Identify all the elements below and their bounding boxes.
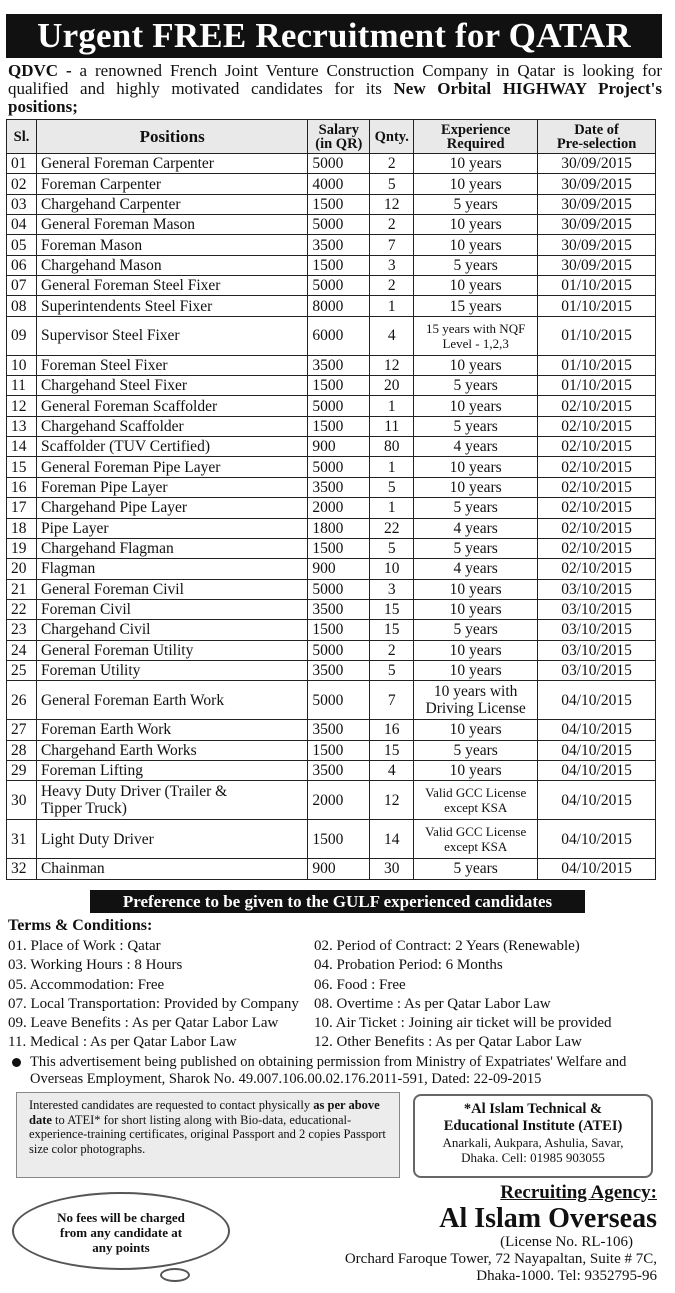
cell-position: Foreman Steel Fixer xyxy=(36,355,307,375)
table-row xyxy=(7,559,656,579)
cell-qty: 1 xyxy=(370,457,414,477)
cell-qty: 16 xyxy=(370,720,414,740)
cell-salary: 3500 xyxy=(308,477,370,497)
institute-address-1: Anarkali, Aukpara, Ashulia, Savar, xyxy=(442,1135,624,1150)
cell-experience: 5 years xyxy=(414,416,538,436)
recruiting-agency xyxy=(345,1182,657,1285)
cell-qty: 2 xyxy=(370,276,414,296)
cell-salary: 6000 xyxy=(308,316,370,355)
table-row xyxy=(7,235,656,255)
cell-experience: 15 years with NQF Level - 1,2,3 xyxy=(414,316,538,355)
header-qty: Qnty. xyxy=(370,120,414,154)
cell-position: Superintendents Steel Fixer xyxy=(36,296,307,316)
table-row xyxy=(7,396,656,416)
cell-salary: 2000 xyxy=(308,781,370,820)
cell-date: 02/10/2015 xyxy=(538,396,656,416)
cell-position: Supervisor Steel Fixer xyxy=(36,316,307,355)
cell-experience: 10 years xyxy=(414,235,538,255)
bullet-icon xyxy=(12,1058,21,1067)
cell-sl: 13 xyxy=(7,416,37,436)
cell-experience: 10 years xyxy=(414,599,538,619)
terms-title: Terms & Conditions: xyxy=(8,917,153,934)
cell-experience: 10 years xyxy=(414,215,538,235)
cell-sl: 26 xyxy=(7,681,37,720)
term-item: 01. Place of Work : Qatar xyxy=(8,938,161,954)
company-name: QDVC - xyxy=(8,61,72,80)
cell-sl: 16 xyxy=(7,477,37,497)
cell-salary: 2000 xyxy=(308,498,370,518)
table-row xyxy=(7,720,656,740)
cell-experience: Valid GCC License except KSA xyxy=(414,781,538,820)
cell-salary: 1500 xyxy=(308,620,370,640)
cell-date: 30/09/2015 xyxy=(538,154,656,174)
bubble-line-3: any points xyxy=(92,1240,150,1255)
cell-position: Scaffolder (TUV Certified) xyxy=(36,437,307,457)
term-item: 07. Local Transportation: Provided by Company xyxy=(8,995,299,1012)
cell-qty: 7 xyxy=(370,235,414,255)
cell-position: Chargehand Pipe Layer xyxy=(36,498,307,518)
cell-experience: 10 years xyxy=(414,174,538,194)
cell-qty: 15 xyxy=(370,620,414,640)
cell-position: Foreman Carpenter xyxy=(36,174,307,194)
cell-qty: 5 xyxy=(370,538,414,558)
cell-experience: 5 years xyxy=(414,376,538,396)
cell-position: Foreman Mason xyxy=(36,235,307,255)
cell-qty: 30 xyxy=(370,859,414,879)
cell-qty: 20 xyxy=(370,376,414,396)
cell-sl: 21 xyxy=(7,579,37,599)
cell-date: 30/09/2015 xyxy=(538,194,656,214)
no-fees-bubble xyxy=(12,1192,230,1270)
cell-experience: 10 years xyxy=(414,477,538,497)
cell-experience: 4 years xyxy=(414,518,538,538)
cell-qty: 7 xyxy=(370,681,414,720)
cell-sl: 32 xyxy=(7,859,37,879)
table-row xyxy=(7,416,656,436)
cell-date: 03/10/2015 xyxy=(538,640,656,660)
table-row xyxy=(7,760,656,780)
header-experience: Experience Required xyxy=(414,120,538,154)
table-row xyxy=(7,215,656,235)
cell-salary: 1500 xyxy=(308,538,370,558)
cell-sl: 15 xyxy=(7,457,37,477)
agency-license: (License No. RL-106) xyxy=(500,1234,633,1250)
cell-position: Flagman xyxy=(36,559,307,579)
cell-sl: 30 xyxy=(7,781,37,820)
cell-position: Foreman Pipe Layer xyxy=(36,477,307,497)
cell-position: General Foreman Carpenter xyxy=(36,154,307,174)
cell-salary: 5000 xyxy=(308,276,370,296)
cell-position: General Foreman Utility xyxy=(36,640,307,660)
cell-experience: 5 years xyxy=(414,620,538,640)
table-row xyxy=(7,498,656,518)
cell-salary: 3500 xyxy=(308,599,370,619)
cell-date: 04/10/2015 xyxy=(538,859,656,879)
table-row xyxy=(7,296,656,316)
term-item: 04. Probation Period: 6 Months xyxy=(314,957,503,974)
contact-instructions-box xyxy=(16,1092,400,1178)
cell-sl: 03 xyxy=(7,194,37,214)
header-date: Date of Pre-selection xyxy=(538,120,656,154)
cell-salary: 5000 xyxy=(308,457,370,477)
cell-position: Chargehand Flagman xyxy=(36,538,307,558)
cell-salary: 3500 xyxy=(308,720,370,740)
cell-sl: 22 xyxy=(7,599,37,619)
cell-position: Chargehand Mason xyxy=(36,255,307,275)
cell-sl: 28 xyxy=(7,740,37,760)
header-positions: Positions xyxy=(36,120,307,154)
cell-sl: 31 xyxy=(7,820,37,859)
cell-sl: 10 xyxy=(7,355,37,375)
term-item: 11. Medical : As per Qatar Labor Law xyxy=(8,1034,237,1051)
contact-text-a: Interested candidates are requested to contact physically xyxy=(29,1098,314,1112)
table-row xyxy=(7,740,656,760)
term-item: 10. Air Ticket : Joining air ticket will be provided xyxy=(314,1015,612,1032)
cell-date: 03/10/2015 xyxy=(538,660,656,680)
cell-experience: 5 years xyxy=(414,740,538,760)
cell-sl: 29 xyxy=(7,760,37,780)
table-row xyxy=(7,640,656,660)
cell-qty: 1 xyxy=(370,296,414,316)
cell-date: 04/10/2015 xyxy=(538,740,656,760)
cell-position: General Foreman Steel Fixer xyxy=(36,276,307,296)
institute-title-1: *Al Islam Technical & xyxy=(463,1101,603,1117)
cell-sl: 18 xyxy=(7,518,37,538)
term-item: 03. Working Hours : 8 Hours xyxy=(8,957,183,974)
cell-qty: 12 xyxy=(370,355,414,375)
cell-position: Light Duty Driver xyxy=(36,820,307,859)
cell-salary: 3500 xyxy=(308,235,370,255)
table-row xyxy=(7,355,656,375)
cell-experience: 10 years with Driving License xyxy=(414,681,538,720)
bubble-tail-icon xyxy=(160,1268,190,1282)
cell-date: 03/10/2015 xyxy=(538,579,656,599)
cell-qty: 3 xyxy=(370,255,414,275)
term-item: 08. Overtime : As per Qatar Labor Law xyxy=(314,995,551,1012)
cell-sl: 20 xyxy=(7,559,37,579)
cell-sl: 24 xyxy=(7,640,37,660)
cell-position: Chargehand Civil xyxy=(36,620,307,640)
positions-table xyxy=(6,119,656,880)
cell-qty: 5 xyxy=(370,477,414,497)
cell-experience: 5 years xyxy=(414,255,538,275)
cell-position: Chainman xyxy=(36,859,307,879)
table-row xyxy=(7,781,656,820)
cell-sl: 14 xyxy=(7,437,37,457)
table-row xyxy=(7,620,656,640)
table-row xyxy=(7,255,656,275)
cell-experience: 5 years xyxy=(414,498,538,518)
cell-position: Chargehand Steel Fixer xyxy=(36,376,307,396)
cell-experience: 10 years xyxy=(414,457,538,477)
cell-salary: 900 xyxy=(308,859,370,879)
cell-date: 02/10/2015 xyxy=(538,559,656,579)
cell-experience: 15 years xyxy=(414,296,538,316)
cell-experience: 10 years xyxy=(414,154,538,174)
cell-position: Foreman Lifting xyxy=(36,760,307,780)
cell-salary: 3500 xyxy=(308,660,370,680)
cell-sl: 27 xyxy=(7,720,37,740)
cell-date: 02/10/2015 xyxy=(538,416,656,436)
cell-date: 04/10/2015 xyxy=(538,681,656,720)
cell-date: 30/09/2015 xyxy=(538,235,656,255)
table-row xyxy=(7,681,656,720)
cell-experience: 5 years xyxy=(414,194,538,214)
terms-row xyxy=(8,995,668,1014)
intro-text: a renowned French Joint Venture Construction Company in Qatar is looking for qualified and highly motivated candidates for its xyxy=(8,61,662,98)
cell-position: Foreman Earth Work xyxy=(36,720,307,740)
cell-sl: 23 xyxy=(7,620,37,640)
cell-sl: 05 xyxy=(7,235,37,255)
cell-experience: 5 years xyxy=(414,538,538,558)
table-row xyxy=(7,579,656,599)
cell-sl: 07 xyxy=(7,276,37,296)
table-row xyxy=(7,316,656,355)
term-item: 06. Food : Free xyxy=(314,976,406,993)
cell-salary: 1500 xyxy=(308,255,370,275)
cell-date: 30/09/2015 xyxy=(538,215,656,235)
table-row xyxy=(7,859,656,879)
cell-date: 30/09/2015 xyxy=(538,255,656,275)
cell-experience: 5 years xyxy=(414,859,538,879)
cell-experience: 10 years xyxy=(414,579,538,599)
cell-qty: 10 xyxy=(370,559,414,579)
term-item: 12. Other Benefits : As per Qatar Labor Law xyxy=(314,1034,582,1051)
contact-text-b: as per above date xyxy=(29,1098,380,1127)
cell-position: Chargehand Scaffolder xyxy=(36,416,307,436)
cell-sl: 25 xyxy=(7,660,37,680)
table-row xyxy=(7,457,656,477)
table-row xyxy=(7,376,656,396)
headline-banner: Urgent FREE Recruitment for QATAR xyxy=(6,14,662,58)
cell-date: 04/10/2015 xyxy=(538,720,656,740)
cell-position: General Foreman Earth Work xyxy=(36,681,307,720)
cell-date: 01/10/2015 xyxy=(538,355,656,375)
cell-salary: 1800 xyxy=(308,518,370,538)
cell-position: Chargehand Earth Works xyxy=(36,740,307,760)
cell-date: 04/10/2015 xyxy=(538,820,656,859)
cell-date: 02/10/2015 xyxy=(538,457,656,477)
cell-experience: 4 years xyxy=(414,559,538,579)
cell-qty: 1 xyxy=(370,396,414,416)
cell-qty: 5 xyxy=(370,174,414,194)
table-row xyxy=(7,660,656,680)
cell-experience: 10 years xyxy=(414,660,538,680)
table-row xyxy=(7,599,656,619)
cell-sl: 02 xyxy=(7,174,37,194)
table-header-row xyxy=(7,120,656,154)
institute-box xyxy=(413,1094,653,1178)
cell-salary: 5000 xyxy=(308,640,370,660)
bubble-line-2: from any candidate at xyxy=(59,1225,183,1240)
cell-date: 02/10/2015 xyxy=(538,477,656,497)
terms-row xyxy=(8,976,668,995)
cell-salary: 5000 xyxy=(308,579,370,599)
cell-salary: 900 xyxy=(308,437,370,457)
cell-position: General Foreman Mason xyxy=(36,215,307,235)
cell-position: General Foreman Pipe Layer xyxy=(36,457,307,477)
cell-date: 02/10/2015 xyxy=(538,518,656,538)
cell-salary: 3500 xyxy=(308,355,370,375)
cell-qty: 11 xyxy=(370,416,414,436)
agency-name: Al Islam Overseas xyxy=(439,1203,657,1234)
cell-qty: 14 xyxy=(370,820,414,859)
terms-row xyxy=(8,937,668,956)
contact-text-c: to ATEI* for short listing along with Bio-data, educational-experience-training certificates, original Passport and 2 copies Passport size color photographs. xyxy=(29,1112,386,1156)
cell-qty: 1 xyxy=(370,498,414,518)
header-salary: Salary (in QR) xyxy=(308,120,370,154)
cell-date: 04/10/2015 xyxy=(538,781,656,820)
cell-experience: 10 years xyxy=(414,355,538,375)
term-item: 09. Leave Benefits : As per Qatar Labor Law xyxy=(8,1015,279,1032)
preference-banner: Preference to be given to the GULF experienced candidates xyxy=(90,890,585,913)
cell-salary: 5000 xyxy=(308,396,370,416)
cell-salary: 4000 xyxy=(308,174,370,194)
cell-experience: 4 years xyxy=(414,437,538,457)
cell-qty: 22 xyxy=(370,518,414,538)
cell-salary: 5000 xyxy=(308,681,370,720)
cell-sl: 08 xyxy=(7,296,37,316)
cell-qty: 5 xyxy=(370,660,414,680)
cell-position: General Foreman Scaffolder xyxy=(36,396,307,416)
cell-qty: 4 xyxy=(370,760,414,780)
table-row xyxy=(7,437,656,457)
cell-qty: 2 xyxy=(370,154,414,174)
cell-position: General Foreman Civil xyxy=(36,579,307,599)
cell-date: 03/10/2015 xyxy=(538,599,656,619)
cell-sl: 17 xyxy=(7,498,37,518)
cell-sl: 11 xyxy=(7,376,37,396)
cell-qty: 2 xyxy=(370,215,414,235)
table-row xyxy=(7,477,656,497)
cell-experience: Valid GCC License except KSA xyxy=(414,820,538,859)
cell-salary: 1500 xyxy=(308,740,370,760)
cell-salary: 5000 xyxy=(308,154,370,174)
cell-salary: 5000 xyxy=(308,215,370,235)
cell-qty: 12 xyxy=(370,194,414,214)
cell-date: 01/10/2015 xyxy=(538,316,656,355)
cell-sl: 01 xyxy=(7,154,37,174)
cell-experience: 10 years xyxy=(414,640,538,660)
bubble-line-1: No fees will be charged xyxy=(57,1210,185,1225)
table-row xyxy=(7,518,656,538)
intro-paragraph xyxy=(8,62,662,116)
cell-date: 01/10/2015 xyxy=(538,376,656,396)
cell-date: 01/10/2015 xyxy=(538,296,656,316)
permission-notice xyxy=(12,1054,662,1088)
terms-row xyxy=(8,956,668,975)
term-item: 02. Period of Contract: 2 Years (Renewable) xyxy=(314,938,580,954)
cell-position: Foreman Utility xyxy=(36,660,307,680)
header-sl: Sl. xyxy=(7,120,37,154)
table-row xyxy=(7,194,656,214)
cell-experience: 10 years xyxy=(414,276,538,296)
cell-qty: 80 xyxy=(370,437,414,457)
cell-position: Heavy Duty Driver (Trailer & Tipper Truck) xyxy=(36,781,307,820)
cell-date: 30/09/2015 xyxy=(538,174,656,194)
term-item: 05. Accommodation: Free xyxy=(8,976,165,993)
table-row xyxy=(7,538,656,558)
cell-salary: 1500 xyxy=(308,194,370,214)
cell-sl: 19 xyxy=(7,538,37,558)
cell-sl: 04 xyxy=(7,215,37,235)
cell-position: Pipe Layer xyxy=(36,518,307,538)
cell-salary: 900 xyxy=(308,559,370,579)
cell-date: 02/10/2015 xyxy=(538,498,656,518)
cell-experience: 10 years xyxy=(414,720,538,740)
cell-qty: 4 xyxy=(370,316,414,355)
table-row xyxy=(7,276,656,296)
cell-salary: 1500 xyxy=(308,416,370,436)
cell-date: 01/10/2015 xyxy=(538,276,656,296)
cell-date: 02/10/2015 xyxy=(538,437,656,457)
cell-experience: 10 years xyxy=(414,760,538,780)
cell-qty: 2 xyxy=(370,640,414,660)
cell-position: Foreman Civil xyxy=(36,599,307,619)
agency-address-1: Orchard Faroque Tower, 72 Nayapaltan, Suite # 7C, xyxy=(344,1251,657,1267)
terms-row xyxy=(8,1033,668,1052)
cell-date: 04/10/2015 xyxy=(538,760,656,780)
terms-row xyxy=(8,1014,668,1033)
cell-experience: 10 years xyxy=(414,396,538,416)
cell-position: Chargehand Carpenter xyxy=(36,194,307,214)
cell-salary: 8000 xyxy=(308,296,370,316)
agency-label: Recruiting Agency: xyxy=(500,1182,657,1203)
institute-title-2: Educational Institute (ATEI) xyxy=(443,1118,623,1134)
cell-qty: 15 xyxy=(370,599,414,619)
terms-list xyxy=(8,937,668,1053)
agency-address-2: Dhaka-1000. Tel: 9352795-96 xyxy=(476,1268,657,1284)
table-row xyxy=(7,154,656,174)
notice-text: This advertisement being published on obtaining permission from Ministry of Expatriates' Welfare and Overseas Employment, Sharok No. 49.007.106.00.02.176.2011-591, Dated: 22-09-2015 xyxy=(30,1054,627,1087)
institute-address-2: Dhaka. Cell: 01985 903055 xyxy=(461,1150,605,1165)
cell-sl: 09 xyxy=(7,316,37,355)
cell-sl: 12 xyxy=(7,396,37,416)
cell-qty: 12 xyxy=(370,781,414,820)
cell-salary: 3500 xyxy=(308,760,370,780)
cell-qty: 3 xyxy=(370,579,414,599)
cell-salary: 1500 xyxy=(308,820,370,859)
cell-date: 02/10/2015 xyxy=(538,538,656,558)
cell-date: 03/10/2015 xyxy=(538,620,656,640)
project-name: New Orbital HIGHWAY Project's positions; xyxy=(8,79,662,116)
table-row xyxy=(7,820,656,859)
table-row xyxy=(7,174,656,194)
cell-qty: 15 xyxy=(370,740,414,760)
cell-sl: 06 xyxy=(7,255,37,275)
cell-salary: 1500 xyxy=(308,376,370,396)
